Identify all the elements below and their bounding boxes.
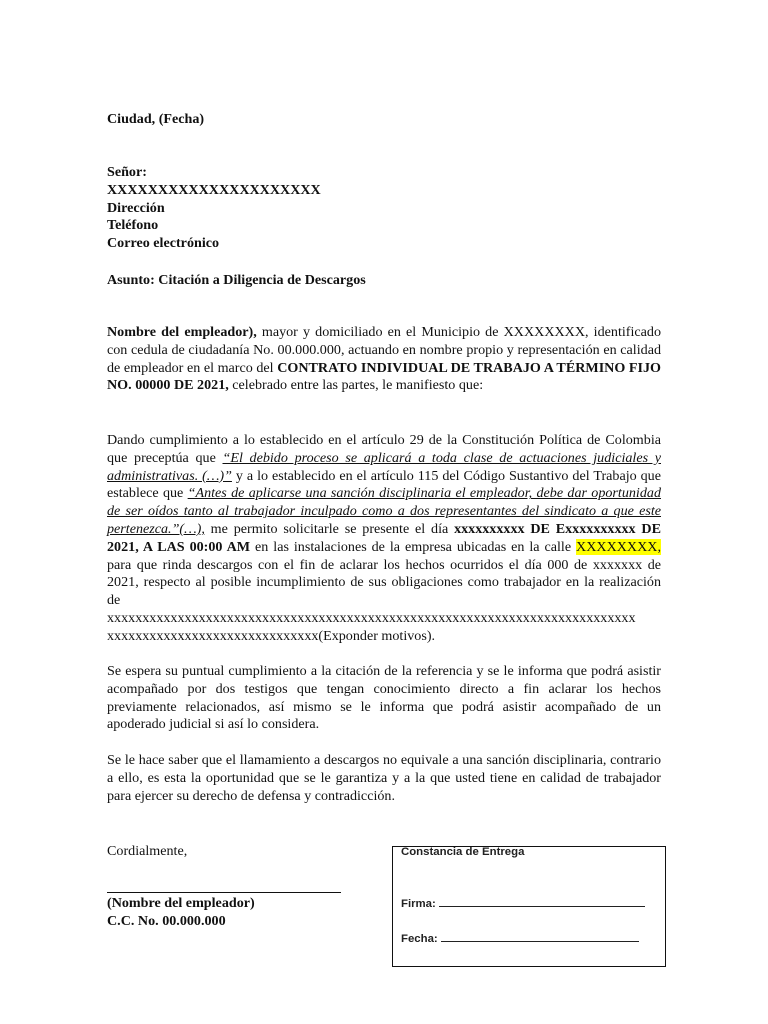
paragraph-witnesses: Se espera su puntual cumplimiento a la citación de la referencia y se le informa que podrá asistir acompañado por dos testigos que tengan conocimiento directo a fin aclarar los hechos previamente relacionados, así mismo se le informa que podrá asistir acompañado de un apoderado judicial si así lo considera.	[107, 663, 661, 733]
closing: Cordialmente,	[107, 843, 188, 859]
recipient-address: Dirección	[107, 199, 165, 216]
motives-placeholder-line-1: xxxxxxxxxxxxxxxxxxxxxxxxxxxxxxxxxxxxxxxxxxxxxxxxxxxxxxxxxxxxxxxxxxxxxxxxxxx	[107, 609, 636, 626]
recipient-block	[107, 164, 661, 253]
signature-id: C.C. No. 00.000.000	[107, 912, 226, 929]
quote-constitution: “El debido proceso se aplicará a toda clase de actuaciones judiciales y administrativas. (…)”	[107, 449, 661, 484]
delivery-receipt-box	[392, 846, 666, 967]
citation-text-3: me permito solicitarle se presente el día	[204, 520, 455, 537]
recipient-salutation: Señor:	[107, 164, 147, 180]
quote-labor-code: “Antes de aplicarse una sanción disciplinaria el empleador, debe dar oportunidad de ser oídos tanto al trabajador inculpado como a dos representantes del sindicato a que este pertenezca.”(…),	[107, 485, 661, 537]
citation-text-5: para que rinda descargos con el fin de aclarar los hechos ocurridos el día 000 de xxxxxxx de 2021, respecto al posible incumplimiento de sus obligaciones como trabajador en la realización de	[107, 556, 661, 609]
paragraph-notice: Se le hace saber que el llamamiento a descargos no equivale a una sanción disciplinaria, contrario a ello, es esta la oportunidad que se le garantiza y a la que usted tiene en calidad de trabajador para ejercer su derecho de defensa y contradicción.	[107, 752, 661, 804]
citation-body	[107, 432, 661, 610]
recipient-phone: Teléfono	[107, 217, 159, 234]
signature-line	[107, 892, 341, 893]
delivery-signature-blank	[439, 897, 645, 907]
paragraph-intro	[107, 324, 661, 395]
signature-name: (Nombre del empleador)	[107, 895, 255, 911]
citation-text-1: Dando cumplimiento a lo establecido en el artículo 29 de la Constitución Política de Colombia que preceptúa que	[107, 432, 661, 466]
intro-text-b: celebrado entre las partes, le manifiesto que:	[228, 377, 484, 394]
delivery-signature-field	[401, 897, 645, 910]
citation-text-4: en las instalaciones de la empresa ubicadas en la calle	[250, 538, 577, 555]
delivery-signature-label: Firma:	[401, 898, 436, 910]
contract-reference: CONTRATO INDIVIDUAL DE TRABAJO A TÉRMINO FIJO NO. 00000 DE 2021,	[107, 359, 662, 394]
motives-placeholder-line-2: xxxxxxxxxxxxxxxxxxxxxxxxxxxxxx(Exponder motivos).	[107, 627, 436, 644]
recipient-email: Correo electrónico	[107, 235, 220, 252]
delivery-date-label: Fecha:	[401, 933, 438, 945]
hearing-date: xxxxxxxxxx DE Exxxxxxxxxx DE 2021, A LAS 00:00 AM	[107, 520, 661, 555]
city-date: Ciudad, (Fecha)	[107, 111, 205, 127]
delivery-box-title: Constancia de Entrega	[401, 846, 525, 858]
paragraph-citation	[107, 432, 661, 646]
recipient-name: XXXXXXXXXXXXXXXXXXXXX	[107, 181, 321, 198]
delivery-date-field	[401, 932, 639, 945]
employer-name: Nombre del empleador),	[107, 324, 257, 340]
citation-text-2: y a lo establecido en el artículo 115 del Código Sustantivo del Trabajo que establece que	[107, 467, 661, 502]
street-placeholder: XXXXXXXX,	[576, 538, 661, 555]
delivery-date-blank	[441, 932, 639, 942]
intro-text-a: mayor y domiciliado en el Municipio de XXXXXXXX, identificado con cedula de ciudadanía No. 00.000.000, actuando en nombre propio y representación en calidad de empleador en el marco del	[107, 324, 661, 376]
subject-line: Asunto: Citación a Diligencia de Descargos	[107, 272, 366, 288]
